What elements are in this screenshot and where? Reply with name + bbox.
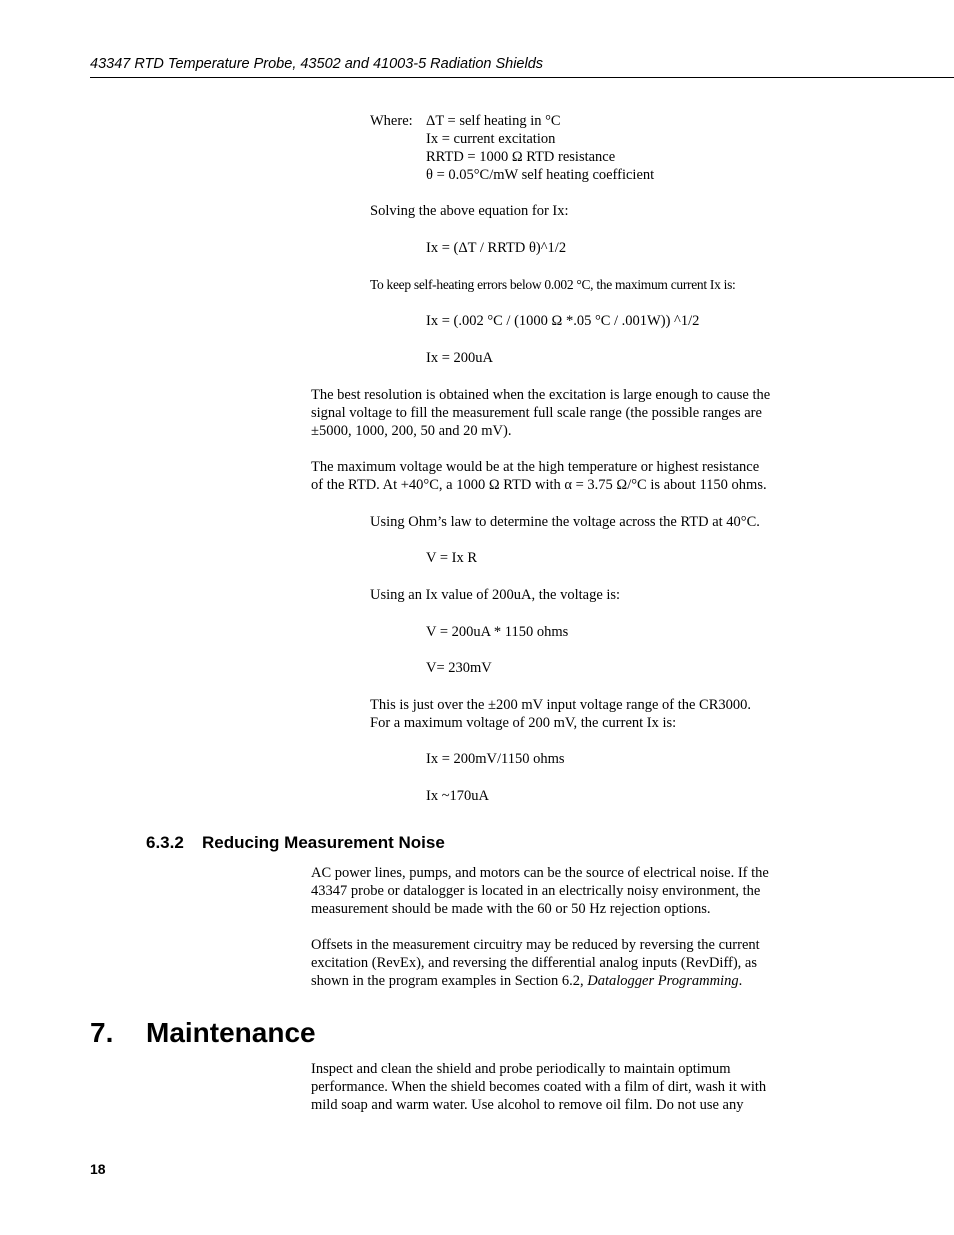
paragraph-line: The best resolution is obtained when the excitation is large enough to cause the	[311, 387, 771, 403]
equation-ix2: Ix = 200mV/1150 ohms	[426, 751, 565, 767]
paragraph-line: performance. When the shield becomes coated with a film of dirt, wash it with	[311, 1079, 767, 1095]
paragraph-line: 43347 probe or datalogger is located in an electrically noisy environment, the	[311, 883, 761, 899]
text-span: shown in the program examples in Section 6.2,	[311, 973, 588, 989]
equation-v: V = Ix R	[426, 550, 478, 566]
section-title: Maintenance	[146, 1017, 316, 1048]
paragraph-line: of the RTD. At +40°C, a 1000 Ω RTD with α = 3.75 Ω/°C is about 1150 ohms.	[311, 477, 767, 493]
paragraph-line: This is just over the ±200 mV input voltage range of the CR3000.	[370, 697, 752, 713]
text-span: .	[738, 973, 743, 989]
equation-v-calc: V = 200uA * 1150 ohms	[426, 624, 569, 640]
section-reference: Datalogger Programming	[587, 973, 739, 989]
running-header: 43347 RTD Temperature Probe, 43502 and 41003-5 Radiation Shields	[90, 55, 954, 78]
equation-ix2-result: Ix ~170uA	[426, 788, 490, 804]
paragraph-line: mild soap and warm water. Use alcohol to remove oil film. Do not use any	[311, 1097, 744, 1113]
paragraph-line: excitation (RevEx), and reversing the differential analog inputs (RevDiff), as	[311, 955, 758, 971]
page-number: 18	[90, 1161, 106, 1177]
using-ix-text: Using an Ix value of 200uA, the voltage is:	[370, 587, 621, 603]
paragraph-line	[311, 972, 811, 990]
equation-v-result: V= 230mV	[426, 660, 492, 676]
paragraph-line: Inspect and clean the shield and probe periodically to maintain optimum	[311, 1061, 731, 1077]
where-label: Where:	[370, 113, 413, 129]
paragraph-line: The maximum voltage would be at the high temperature or highest resistance	[311, 459, 760, 475]
section-title: Reducing Measurement Noise	[202, 833, 445, 852]
equation-ix: Ix = (ΔT / RRTD θ)^1/2	[426, 240, 567, 256]
ac-power-paragraph	[311, 864, 811, 918]
section-number: 7.	[90, 1017, 114, 1048]
best-resolution-paragraph	[311, 386, 811, 440]
section-heading-6-3-2	[146, 833, 445, 853]
equation-ix-result: Ix = 200uA	[426, 350, 493, 366]
section-heading-7	[90, 1016, 316, 1050]
offsets-paragraph	[311, 936, 811, 990]
keep-text: To keep self-heating errors below 0.002 °C, the maximum current Ix is:	[370, 277, 736, 292]
solving-text: Solving the above equation for Ix:	[370, 203, 569, 219]
ohms-law-text: Using Ohm’s law to determine the voltage across the RTD at 40°C.	[370, 514, 760, 530]
definition-delta-t: ΔT = self heating in °C	[426, 113, 561, 129]
paragraph-line: ±5000, 1000, 200, 50 and 20 mV).	[311, 423, 512, 439]
paragraph-line: signal voltage to fill the measurement full scale range (the possible ranges are	[311, 405, 762, 421]
definition-theta: θ = 0.05°C/mW self heating coefficient	[426, 167, 655, 183]
where-definitions	[426, 112, 654, 184]
paragraph-line: Offsets in the measurement circuitry may be reduced by reversing the current	[311, 937, 760, 953]
paragraph-line: measurement should be made with the 60 or 50 Hz rejection options.	[311, 901, 711, 917]
definition-ix: Ix = current excitation	[426, 131, 556, 147]
max-voltage-paragraph	[311, 458, 811, 494]
maintenance-paragraph	[311, 1060, 811, 1114]
just-over-paragraph	[370, 696, 751, 732]
paragraph-line: AC power lines, pumps, and motors can be the source of electrical noise. If the	[311, 865, 769, 881]
paragraph-line: For a maximum voltage of 200 mV, the current Ix is:	[370, 715, 677, 731]
equation-ix-calc: Ix = (.002 °C / (1000 Ω *.05 °C / .001W)) ^1/2	[426, 313, 700, 329]
section-number: 6.3.2	[146, 833, 184, 852]
definition-rrtd: RRTD = 1000 Ω RTD resistance	[426, 149, 616, 165]
